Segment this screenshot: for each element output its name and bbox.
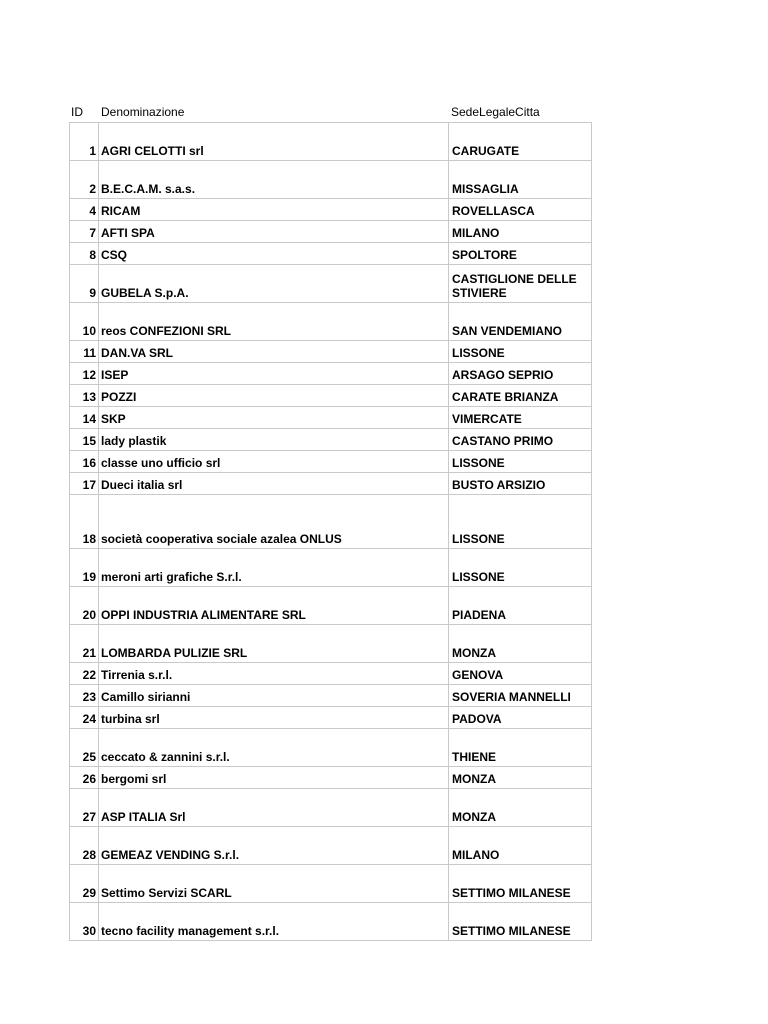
cell-id: 30 <box>70 903 99 941</box>
cell-denominazione: POZZI <box>99 385 449 407</box>
cell-denominazione: meroni arti grafiche S.r.l. <box>99 549 449 587</box>
table-row <box>70 587 592 625</box>
cell-id: 25 <box>70 729 99 767</box>
table-row <box>70 363 592 385</box>
table-row <box>70 221 592 243</box>
cell-citta: MISSAGLIA <box>449 161 592 199</box>
cell-id: 23 <box>70 685 99 707</box>
table-row <box>70 243 592 265</box>
cell-citta: BUSTO ARSIZIO <box>449 473 592 495</box>
cell-id: 2 <box>70 161 99 199</box>
cell-denominazione: AGRI CELOTTI srl <box>99 123 449 161</box>
table-row <box>70 495 592 549</box>
cell-citta: SPOLTORE <box>449 243 592 265</box>
cell-citta: LISSONE <box>449 451 592 473</box>
cell-id: 19 <box>70 549 99 587</box>
cell-id: 13 <box>70 385 99 407</box>
cell-id: 20 <box>70 587 99 625</box>
cell-id: 24 <box>70 707 99 729</box>
cell-id: 22 <box>70 663 99 685</box>
cell-citta: THIENE <box>449 729 592 767</box>
cell-denominazione: classe uno ufficio srl <box>99 451 449 473</box>
cell-id: 17 <box>70 473 99 495</box>
cell-citta: CARATE BRIANZA <box>449 385 592 407</box>
table-row <box>70 473 592 495</box>
table-row <box>70 549 592 587</box>
cell-citta: SETTIMO MILANESE <box>449 903 592 941</box>
table-row <box>70 385 592 407</box>
cell-citta: LISSONE <box>449 549 592 587</box>
cell-citta: MONZA <box>449 625 592 663</box>
cell-id: 21 <box>70 625 99 663</box>
cell-denominazione: reos CONFEZIONI SRL <box>99 303 449 341</box>
cell-id: 16 <box>70 451 99 473</box>
cell-id: 26 <box>70 767 99 789</box>
cell-id: 14 <box>70 407 99 429</box>
table-row <box>70 451 592 473</box>
cell-id: 1 <box>70 123 99 161</box>
cell-id: 11 <box>70 341 99 363</box>
cell-citta: CASTANO PRIMO <box>449 429 592 451</box>
column-header-denominazione: Denominazione <box>101 105 185 119</box>
cell-denominazione: AFTI SPA <box>99 221 449 243</box>
table-row <box>70 161 592 199</box>
table-row <box>70 199 592 221</box>
cell-id: 12 <box>70 363 99 385</box>
cell-citta: MILANO <box>449 221 592 243</box>
table-row <box>70 827 592 865</box>
cell-citta: SETTIMO MILANESE <box>449 865 592 903</box>
table-row <box>70 341 592 363</box>
cell-id: 29 <box>70 865 99 903</box>
cell-citta: MONZA <box>449 789 592 827</box>
table-row <box>70 903 592 941</box>
table-row <box>70 789 592 827</box>
cell-id: 15 <box>70 429 99 451</box>
cell-denominazione: RICAM <box>99 199 449 221</box>
cell-citta: GENOVA <box>449 663 592 685</box>
cell-id: 28 <box>70 827 99 865</box>
table-row <box>70 625 592 663</box>
cell-id: 10 <box>70 303 99 341</box>
cell-denominazione: GUBELA S.p.A. <box>99 265 449 303</box>
column-header-id: ID <box>71 105 83 119</box>
cell-denominazione: SKP <box>99 407 449 429</box>
cell-denominazione: bergomi srl <box>99 767 449 789</box>
table-row <box>70 865 592 903</box>
cell-citta: PIADENA <box>449 587 592 625</box>
cell-denominazione: Tirrenia s.r.l. <box>99 663 449 685</box>
table-row <box>70 767 592 789</box>
cell-citta: CARUGATE <box>449 123 592 161</box>
cell-denominazione: tecno facility management s.r.l. <box>99 903 449 941</box>
cell-citta: MILANO <box>449 827 592 865</box>
cell-denominazione: CSQ <box>99 243 449 265</box>
cell-citta: SOVERIA MANNELLI <box>449 685 592 707</box>
cell-denominazione: Dueci italia srl <box>99 473 449 495</box>
cell-id: 9 <box>70 265 99 303</box>
cell-denominazione: B.E.C.A.M. s.a.s. <box>99 161 449 199</box>
cell-citta: ARSAGO SEPRIO <box>449 363 592 385</box>
cell-denominazione: GEMEAZ VENDING S.r.l. <box>99 827 449 865</box>
cell-denominazione: Camillo sirianni <box>99 685 449 707</box>
cell-citta: LISSONE <box>449 495 592 549</box>
cell-citta: LISSONE <box>449 341 592 363</box>
cell-denominazione: ISEP <box>99 363 449 385</box>
cell-id: 4 <box>70 199 99 221</box>
cell-citta: MONZA <box>449 767 592 789</box>
cell-denominazione: società cooperativa sociale azalea ONLUS <box>99 495 449 549</box>
cell-denominazione: turbina srl <box>99 707 449 729</box>
cell-denominazione: OPPI INDUSTRIA ALIMENTARE SRL <box>99 587 449 625</box>
cell-denominazione: DAN.VA SRL <box>99 341 449 363</box>
cell-id: 18 <box>70 495 99 549</box>
cell-denominazione: Settimo Servizi SCARL <box>99 865 449 903</box>
cell-id: 7 <box>70 221 99 243</box>
cell-citta: CASTIGLIONE DELLE STIVIERE <box>449 265 592 303</box>
table-row <box>70 429 592 451</box>
cell-citta: ROVELLASCA <box>449 199 592 221</box>
table-row <box>70 707 592 729</box>
column-header-sede-legale-citta: SedeLegaleCitta <box>451 105 540 119</box>
cell-id: 8 <box>70 243 99 265</box>
table-row <box>70 685 592 707</box>
table-row <box>70 663 592 685</box>
table-header <box>69 102 590 122</box>
table-row <box>70 407 592 429</box>
table-row <box>70 123 592 161</box>
cell-denominazione: ceccato & zannini s.r.l. <box>99 729 449 767</box>
cell-denominazione: ASP ITALIA Srl <box>99 789 449 827</box>
cell-citta: PADOVA <box>449 707 592 729</box>
cell-citta: SAN VENDEMIANO <box>449 303 592 341</box>
table-row <box>70 303 592 341</box>
companies-table <box>69 122 592 941</box>
table-row <box>70 265 592 303</box>
cell-citta: VIMERCATE <box>449 407 592 429</box>
cell-denominazione: lady plastik <box>99 429 449 451</box>
cell-denominazione: LOMBARDA PULIZIE SRL <box>99 625 449 663</box>
cell-id: 27 <box>70 789 99 827</box>
table-row <box>70 729 592 767</box>
